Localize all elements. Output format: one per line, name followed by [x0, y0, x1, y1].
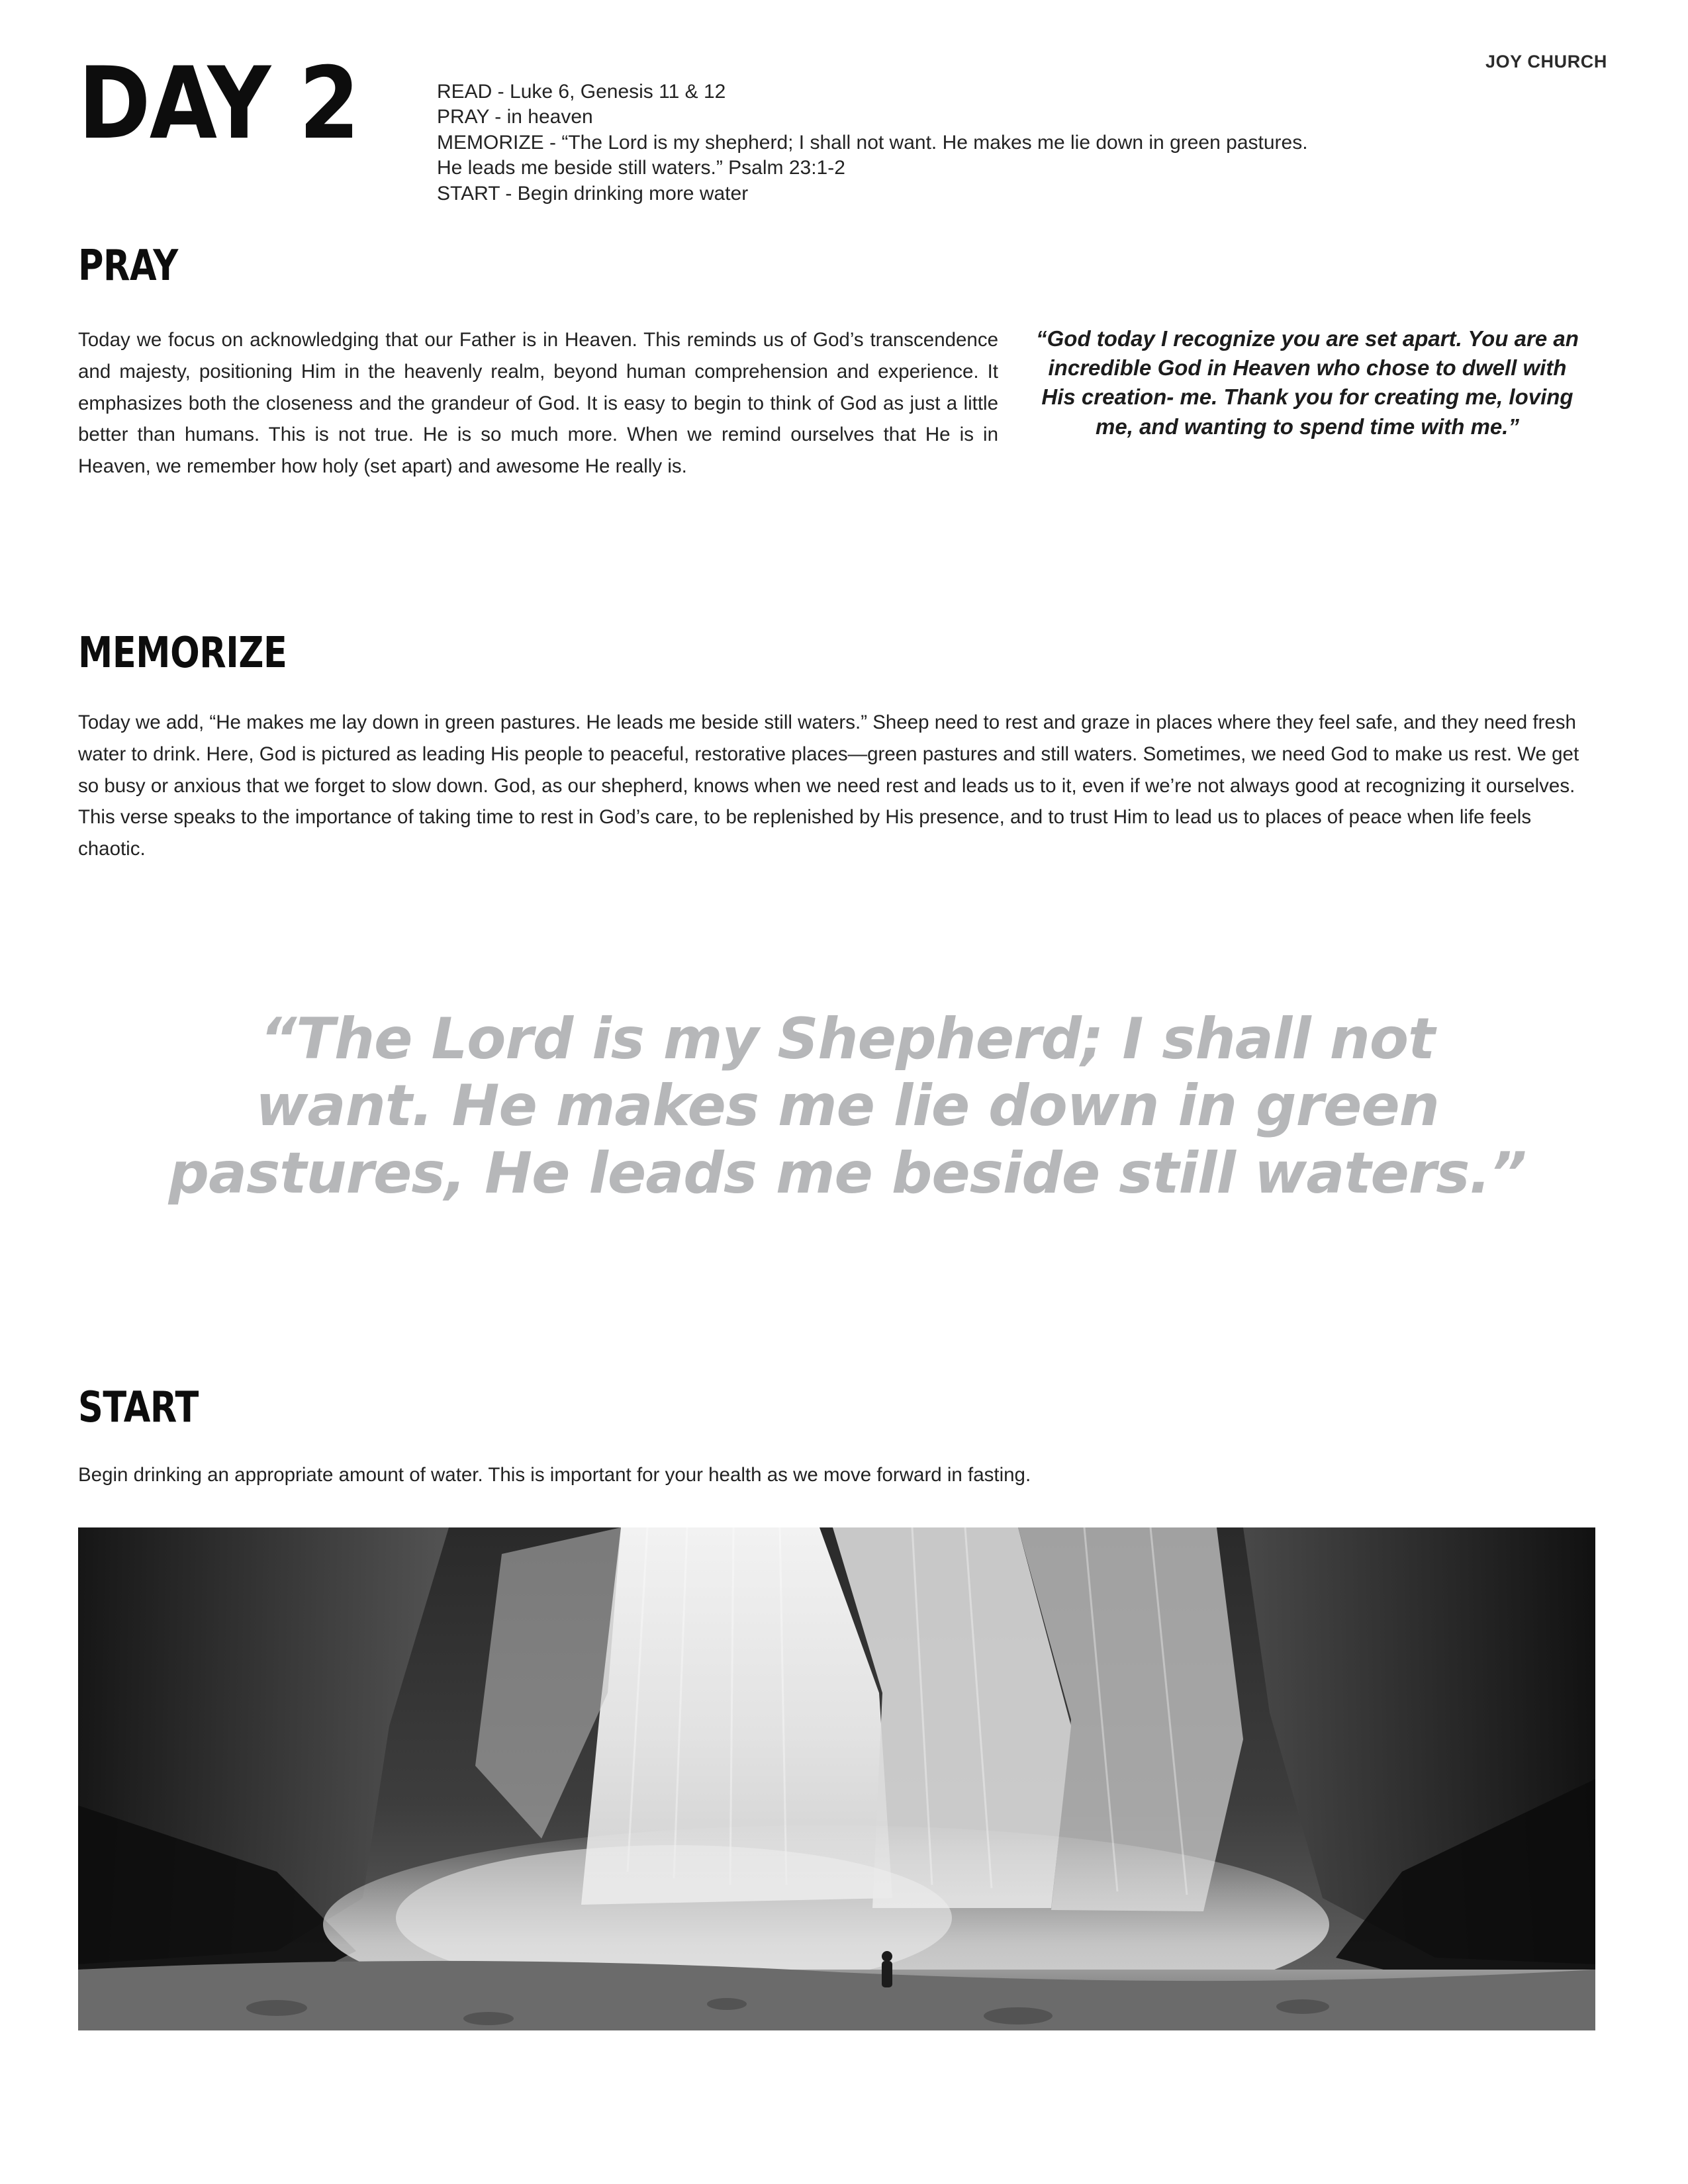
section-heading-start: START: [78, 1383, 199, 1432]
brand-label: JOY CHURCH: [1485, 52, 1607, 71]
waterfall-photo: [78, 1527, 1595, 2030]
start-body-text: Begin drinking an appropriate amount of water. This is important for your health as we move forward in fasting.: [78, 1464, 1031, 1486]
waterfall-illustration: [78, 1527, 1595, 2030]
prayer-quote: “God today I recognize you are set apart. You are an incredible God in Heaven who chose to dwell with His creation- me. Thank you for creating me, loving me, and wanting to spend time with me.”: [1036, 326, 1579, 439]
memorize-paragraph-1: Today we add, “He makes me lay down in green pastures. He leads me beside still waters.” Sheep need to rest and graze in places where they feel safe, and they need fresh water to drink. Here, God is pictured as leading His people to peaceful, restorative places—green pastures and still waters. Sometimes, we need God to make us rest. We get so busy or anxious that we forget to slow down. God, as our shepherd, knows when we need rest and leads us to it, even if we’re not always good at recognizing it ourselves.: [78, 711, 1579, 797]
daily-plan-list: [437, 79, 1575, 206]
pray-body-text: Today we focus on acknowledging that our Father is in Heaven. This reminds us of God’s transcendence and majesty, positioning Him in the heavenly realm, beyond human comprehension and experience. It emphasizes both the closeness and the grandeur of God. It is easy to begin to think of God as just a little better than humans. This is not true. He is so much more. When we remind ourselves that He is in Heaven, we remember how holy (set apart) and awesome He really is.: [78, 329, 998, 478]
memorize-body-text: [78, 707, 1594, 865]
plan-item-start: START - Begin drinking more water: [437, 182, 749, 205]
section-heading-memorize: MEMORIZE: [78, 629, 287, 678]
plan-item-memorize-line2: He leads me beside still waters.” Psalm 23:1-2: [437, 157, 845, 179]
person-silhouette: [882, 1951, 892, 1987]
plan-item-read: READ - Luke 6, Genesis 11 & 12: [437, 81, 726, 103]
section-heading-pray: PRAY: [78, 242, 178, 291]
page-title: DAY 2: [78, 46, 359, 161]
feature-verse: “The Lord is my Shepherd; I shall not want. He makes me lie down in green pastures, He leads me beside still waters.”: [168, 1006, 1526, 1206]
plan-item-memorize-line1: MEMORIZE - “The Lord is my shepherd; I shall not want. He makes me lie down in green pastures.: [437, 131, 1308, 154]
plan-item-pray: PRAY - in heaven: [437, 106, 593, 128]
memorize-paragraph-2: This verse speaks to the importance of taking time to rest in God’s care, to be replenished by His presence, and to trust Him to lead us to places of peace when life feels chaotic.: [78, 806, 1532, 860]
